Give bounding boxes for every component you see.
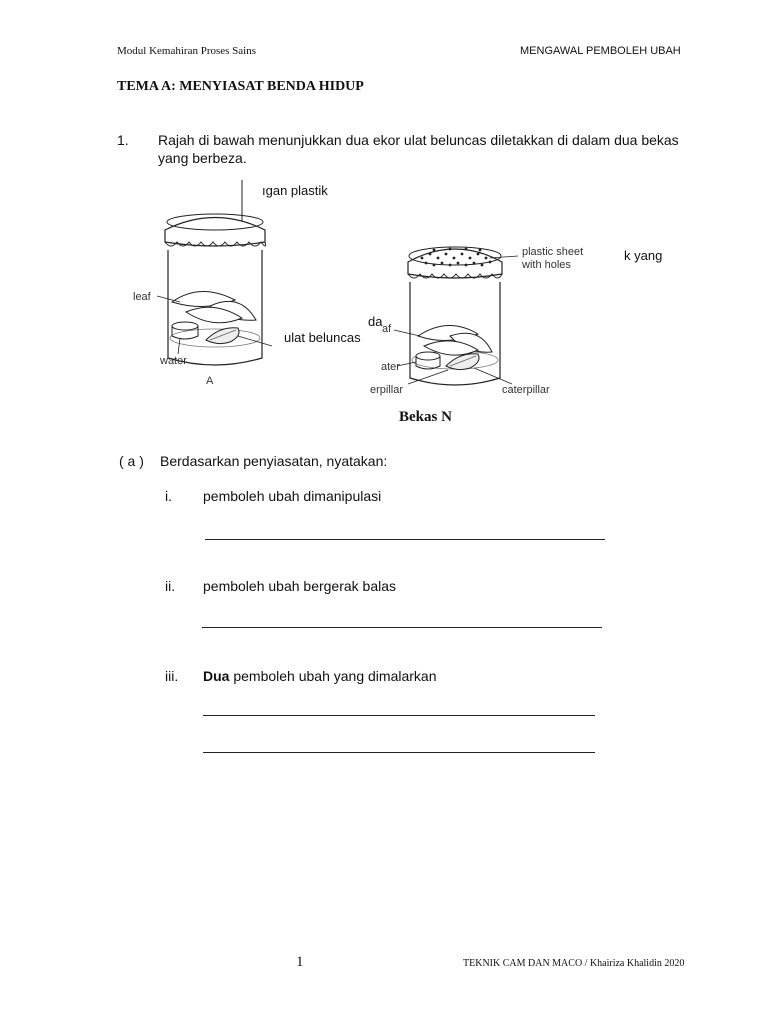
jar-n-water-label: ater (381, 361, 400, 373)
figure-overlay-top: ıgan plastik (262, 183, 328, 198)
figure-jars (0, 0, 768, 440)
jar-n-plastic-label-2: with holes (522, 259, 571, 271)
jar-a-water-label: water (160, 355, 187, 367)
question-text-line1: Rajah di bawah menunjukkan dua ekor ulat beluncas diletakkan di dalam dua bekas (158, 132, 679, 148)
item-3-bold: Dua (203, 668, 230, 684)
item-2-number: ii. (165, 578, 176, 594)
answer-line-2[interactable] (202, 627, 602, 628)
part-a-prompt: Berdasarkan penyiasatan, nyatakan: (160, 453, 388, 469)
theme-title: TEMA A: MENYIASAT BENDA HIDUP (117, 79, 364, 94)
item-2-text: pemboleh ubah bergerak balas (203, 578, 397, 594)
answer-line-3b[interactable] (203, 752, 595, 753)
answer-line-1[interactable] (205, 539, 605, 540)
jar-n-caterpillar-left-label: erpillar (370, 384, 404, 396)
jar-n-plastic-label-1: plastic sheet (522, 246, 584, 258)
item-3-number: iii. (165, 668, 179, 684)
jar-a (133, 214, 272, 387)
figure-overlay-right: k yang (624, 248, 663, 263)
footer-right: TEKNIK CAM DAN MACO / Khairiza Khalidin 2020 (463, 958, 685, 969)
question-number: 1. (117, 132, 129, 148)
page-number: 1 (296, 954, 304, 970)
question-text-line2: yang berbeza. (158, 150, 247, 166)
jar-n (370, 246, 583, 396)
header-right: MENGAWAL PEMBOLEH UBAH (520, 45, 681, 57)
figure-overlay-da: da (368, 314, 383, 329)
jar-n-leaf-label: af (382, 323, 392, 335)
jar-n-caterpillar-right-label: caterpillar (502, 384, 550, 396)
item-3-rest: pemboleh ubah yang dimalarkan (229, 668, 437, 684)
figure-caption: Bekas N (399, 409, 452, 425)
part-a-label: ( a ) (119, 453, 144, 469)
jar-a-tag: A (206, 375, 214, 387)
jar-a-leaf-label: leaf (133, 291, 151, 303)
item-1-text: pemboleh ubah dimanipulasi (203, 488, 382, 504)
figure-overlay-ulat: ulat beluncas (284, 330, 361, 345)
header-left: Modul Kemahiran Proses Sains (117, 45, 257, 57)
item-3-text (203, 668, 436, 684)
answer-line-3a[interactable] (203, 715, 595, 716)
item-1-number: i. (165, 488, 172, 504)
